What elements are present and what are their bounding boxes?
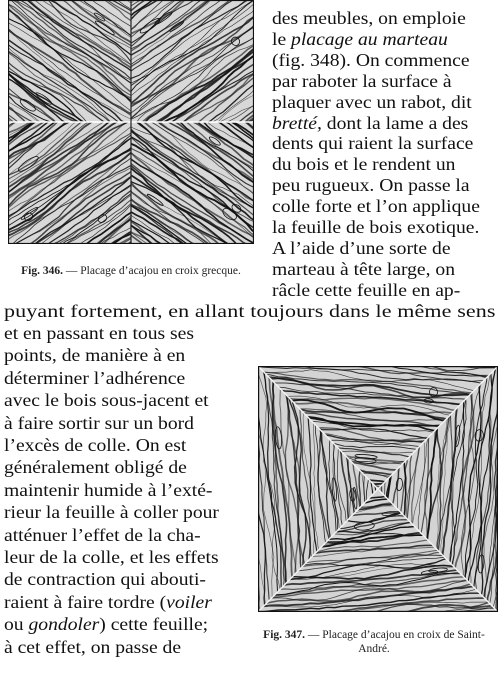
right-line-10-part-1: colle forte et l’on applique — [272, 196, 480, 217]
right-line-9-part-1: peu rugueux. On passe la — [272, 175, 470, 196]
left-line-14-part-3: ) cette feuille; — [99, 614, 209, 635]
left-line-10-part-1: atténuer l’effet de la cha- — [4, 524, 201, 545]
left-line-15 — [4, 637, 181, 658]
right-line-6 — [272, 113, 468, 134]
figure-346-illustration — [8, 0, 254, 244]
left-line-14-part-1: ou — [4, 614, 29, 635]
left-line-10 — [4, 525, 201, 546]
right-line-7 — [272, 133, 473, 154]
right-line-4-part-1: par raboter la surface à — [272, 70, 452, 91]
right-line-12 — [272, 238, 451, 259]
right-line-3 — [272, 50, 470, 71]
figure-346-caption — [0, 264, 262, 278]
right-line-3-part-1: (fig. 348). On commence — [272, 49, 470, 70]
left-line-12 — [4, 569, 206, 590]
left-line-11 — [4, 547, 219, 568]
left-line-5-part-1: à faire sortir sur un bord — [4, 412, 194, 433]
right-line-2-part-2: placage au marteau — [291, 28, 448, 49]
left-line-6-part-1: l’excès de colle. On est — [4, 435, 187, 455]
full-width-line: puyant fortement, en allant toujours dans le même sens — [4, 301, 496, 321]
left-line-4 — [4, 390, 209, 411]
figure-347-illustration — [258, 366, 498, 612]
figure-346-number: Fig. 346. — [21, 265, 63, 277]
left-line-15-part-1: à cet effet, on passe de — [4, 636, 182, 657]
right-line-13 — [272, 259, 455, 280]
left-line-11-part-1: leur de la colle, et les effets — [4, 547, 219, 567]
left-line-14 — [4, 614, 208, 635]
right-line-9 — [272, 175, 470, 196]
left-line-13-part-2: voiler — [166, 591, 212, 612]
figure-346-caption-text: — Placage d’acajou en croix grecque. — [65, 265, 241, 277]
left-line-5 — [4, 413, 194, 434]
figure-347-caption — [248, 628, 500, 656]
left-line-14-part-2: gondoler — [28, 614, 100, 635]
left-line-7-part-1: généralement obligé de — [4, 457, 187, 478]
right-line-10 — [272, 196, 480, 217]
left-line-9-part-1: rieur la feuille à coller pour — [4, 502, 219, 523]
left-line-13-part-1: raient à faire tordre ( — [4, 591, 167, 612]
right-line-5-part-1: plaquer avec un rabot, dit — [272, 91, 472, 112]
left-line-1-part-1: et en passant en tous ses — [4, 323, 194, 343]
right-line-8 — [272, 154, 455, 175]
left-line-9 — [4, 502, 219, 523]
right-line-12-part-1: A l’aide d’une sorte de — [272, 237, 451, 258]
left-line-8-part-1: maintenir humide à l’exté- — [4, 479, 213, 500]
right-line-5 — [272, 92, 472, 113]
left-line-4-part-1: avec le bois sous-jacent et — [4, 390, 209, 411]
right-line-4 — [272, 71, 452, 92]
right-line-11-part-1: la feuille de bois exotique. — [272, 217, 480, 237]
figure-347-number: Fig. 347. — [263, 629, 306, 641]
right-line-2 — [272, 29, 448, 50]
right-line-6-part-1: bretté, — [272, 112, 322, 133]
right-line-8-part-1: du bois et le rendent un — [272, 154, 456, 175]
right-line-6-part-2: dont la lame a des — [321, 112, 469, 133]
figure-347-caption-text: — Placage d’acajou en croix de Saint-André. — [307, 629, 485, 655]
left-line-3 — [4, 368, 185, 389]
left-line-12-part-1: de contraction qui abouti- — [4, 569, 206, 590]
left-line-2 — [4, 345, 185, 366]
left-line-8 — [4, 480, 212, 501]
left-line-6 — [4, 435, 186, 456]
left-line-7 — [4, 457, 187, 478]
left-line-1 — [4, 323, 194, 344]
right-line-1 — [272, 8, 466, 29]
right-line-7-part-1: dents qui raient la surface — [272, 133, 474, 154]
right-line-13-part-1: marteau à tête large, on — [272, 258, 456, 279]
right-line-2-part-1: le — [272, 28, 292, 49]
right-line-14-part-1: râcle cette feuille en ap- — [272, 279, 461, 300]
left-line-13 — [4, 592, 212, 613]
left-line-2-part-1: points, de manière à en — [4, 345, 186, 366]
right-line-11 — [272, 217, 479, 238]
left-line-3-part-1: déterminer l’adhérence — [4, 367, 186, 388]
right-line-1-part-1: des meubles, on emploie — [272, 8, 466, 28]
right-line-14 — [272, 280, 460, 301]
